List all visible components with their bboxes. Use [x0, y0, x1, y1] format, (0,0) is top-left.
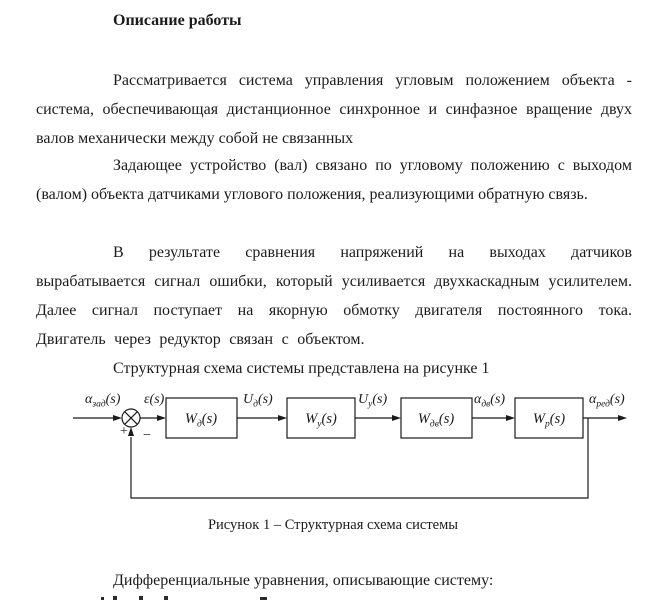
signal-input-label: $\alpha_{зад}(s)$: [85, 392, 121, 410]
block-2-label: $W_у(s)$: [305, 411, 337, 430]
signal-ud-label: $U_д(s)$: [243, 392, 273, 410]
summing-junction-cross: [125, 412, 137, 424]
block-3-label: $W_{дв}(s)$: [417, 411, 455, 430]
transfer-block-3: [401, 398, 472, 438]
arrowhead-into-b2: [278, 415, 287, 421]
paragraph-4: Структурная схема системы представлена на рисунке 1: [113, 360, 490, 377]
signal-adv-label: $\alpha_{дв}(s)$: [474, 392, 506, 410]
signal-error-label: ε(s): [144, 392, 165, 407]
signal-uy-label: $U_у(s)$: [358, 392, 388, 410]
paragraph-3: В результате сравнения напряжений на выходах датчиков вырабатывается сигнал ошибки, который усиливается двухкаскадным усилителем. Далее сигнал поступает на якорную обмотку двигателя постоянного тока. Двигатель через редуктор связан с объектом.: [36, 244, 632, 348]
block-4-label: $W_р(s)$: [532, 411, 566, 430]
feedback-line: [131, 418, 588, 498]
figure-caption: Рисунок 1 – Структурная схема системы: [207, 517, 459, 533]
clipped-next-line-fragment: [164, 596, 168, 600]
block-1-label: $W_д(s)$: [184, 411, 218, 430]
arrowhead-into-sum: [113, 415, 122, 421]
sum-minus-sign: −: [143, 428, 151, 443]
clipped-next-line-fragment: [139, 596, 143, 600]
arrowhead-feedback-up: [128, 427, 134, 436]
paragraph-1: Рассматривается система управления угловым положением объекта - система, обеспечивающая дистанционное синхронное и синфазное вращение двух валов механически между собой не связанных: [36, 72, 632, 147]
arrowhead-into-b3: [392, 415, 401, 421]
arrowhead-into-b1: [157, 415, 166, 421]
arrowhead-into-b4: [506, 415, 515, 421]
clipped-next-line-fragment: [113, 596, 117, 600]
signal-ared-label: $\alpha_{ред}(s)$: [589, 392, 625, 410]
paragraph-5: Дифференциальные уравнения, описывающие систему:: [113, 572, 494, 589]
sum-plus-sign: +: [120, 424, 128, 439]
document-title: Описание работы: [113, 12, 242, 29]
arrowhead-output: [618, 415, 627, 421]
paragraph-2: Задающее устройство (вал) связано по угловому положению с выходом (валом) объекта датчиками углового положения, реализующими обратную связь.: [36, 157, 632, 203]
